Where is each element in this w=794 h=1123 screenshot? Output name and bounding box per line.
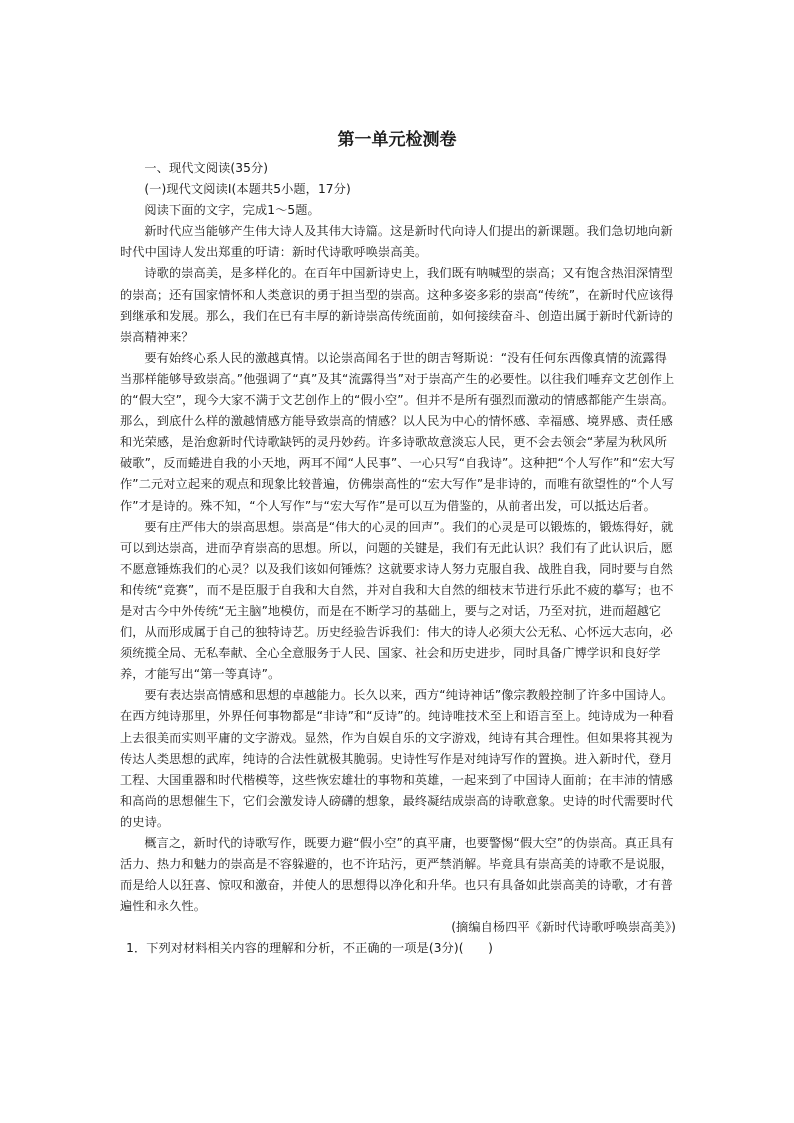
reading-instruction: 阅读下面的文字，完成1～5题。	[144, 203, 320, 218]
paragraph-3: 要有始终心系人民的激越真情。以论崇高闻名于世的朗吉弩斯说：“没有任何东西像真情的流露得当那样能够导致崇高。”他强调了“真”及其“流露得当”对于崇高产生的必要性。以往我们唾弃文艺创作上的“假大空”，现今大家不满于文艺创作上的“假小空”。但并不是所有强烈而激动的情感都能产生崇高。那么，到底什么样的激越情感方能导致崇高的情感？以人民为中心的情怀感、幸福感、境界感、责任感和光荣感，是治愈新时代诗歌缺钙的灵丹妙药。许多诗歌故意淡忘人民，更不会去领会“茅屋为秋风所破歌”，反而蜷进自我的小天地，两耳不闻“人民事”、一心只写“自我诗”。这种把“个人写作”和“宏大写作”二元对立起来的观点和现象比较普遍，仿佛崇高性的“宏大写作”是非诗的，而唯有欲望性的“个人写作”才是诗的。殊不知，“个人写作”与“宏大写作”是可以互为借鉴的，从前者出发，可以抵达后者。	[120, 350, 676, 513]
paragraph-1: 新时代应当能够产生伟大诗人及其伟大诗篇。这是新时代向诗人们提出的新课题。我们急切地向新时代中国诗人发出郑重的吁请：新时代诗歌呼唤崇高美。	[120, 224, 673, 260]
paragraph-6: 概言之，新时代的诗歌写作，既要力避“假小空”的真平庸，也要警惕“假大空”的伪崇高。真正具有活力、热力和魅力的崇高是不容躲避的，也不许玷污，更严禁消解。毕竟具有崇高美的诗歌不是说服，而是给人以狂喜、惊叹和激奋，并使人的思想得以净化和升华。也只有具备如此崇高美的诗歌，才有普遍性和永久性。	[120, 836, 674, 914]
section-heading: 一、现代文阅读(35分)	[144, 161, 269, 175]
paragraph-4: 要有庄严伟大的崇高思想。崇高是“伟大的心灵的回声”。我们的心灵是可以锻炼的，锻炼得好，就可以到达崇高，进而孕育崇高的思想。所以，问题的关键是，我们有无此认识？我们有了此认识后，愿不愿意锤炼我们的心灵？以及我们该如何锤炼？这就要求诗人努力克服自我、战胜自我，同时要与自然和传统“竞赛”，而不是臣服于自我和大自然，并对自我和大自然的细枝末节进行乐此不疲的摹写；也不是对古今中外传统“无主脑”地模仿，而是在不断学习的基础上，要与之对话，乃至对抗，进而超越它们，从而形成属于自己的独特诗艺。历史经验告诉我们：伟大的诗人必须大公无私、心怀远大志向，必须统揽全局、无私奉献、全心全意服务于人民、国家、社会和历史进步，同时具备广博学识和良好学养，才能写出“第一等真诗”。	[120, 519, 674, 682]
subsection-heading: (一)现代文阅读Ⅰ(本题共5小题，17分)	[144, 182, 351, 197]
paragraph-2: 诗歌的崇高美，是多样化的。在百年中国新诗史上，我们既有呐喊型的崇高；又有饱含热泪深情型的崇高；还有国家情怀和人类意识的勇于担当型的崇高。这种多姿多彩的崇高“传统”，在新时代应该得到继承和发展。那么，我们在已有丰厚的新诗崇高传统面前，如何接续奋斗、创造出属于新时代新诗的崇高精神来？	[120, 266, 674, 344]
question-1: 1．下列对材料相关内容的理解和分析，不正确的一项是(3分)( )	[126, 941, 493, 956]
page-title: 第一单元检测卷	[337, 130, 457, 150]
paragraph-5: 要有表达崇高情感和思想的卓越能力。长久以来，西方“纯诗神话”像宗教般控制了许多中国诗人。在西方纯诗那里，外界任何事物都是“非诗”和“反诗”的。纯诗唯技术至上和语言至上。纯诗成为一种看上去很美而实则平庸的文字游戏。显然，作为自娱自乐的文字游戏，纯诗有其合理性。但如果将其视为传达人类思想的武库，纯诗的合法性就极其脆弱。史诗性写作是对纯诗写作的置换。进入新时代，登月工程、大国重器和时代楷模等，这些恢宏雄壮的事物和英雄，一起来到了中国诗人面前；在丰沛的情感和高尚的思想催生下，它们会激发诗人磅礴的想象，最终凝结成崇高的诗歌意象。史诗的时代需要时代的史诗。	[120, 688, 675, 829]
document-body	[120, 158, 676, 960]
source-citation: (摘编自杨四平《新时代诗歌呼唤崇高美》)	[451, 920, 676, 935]
